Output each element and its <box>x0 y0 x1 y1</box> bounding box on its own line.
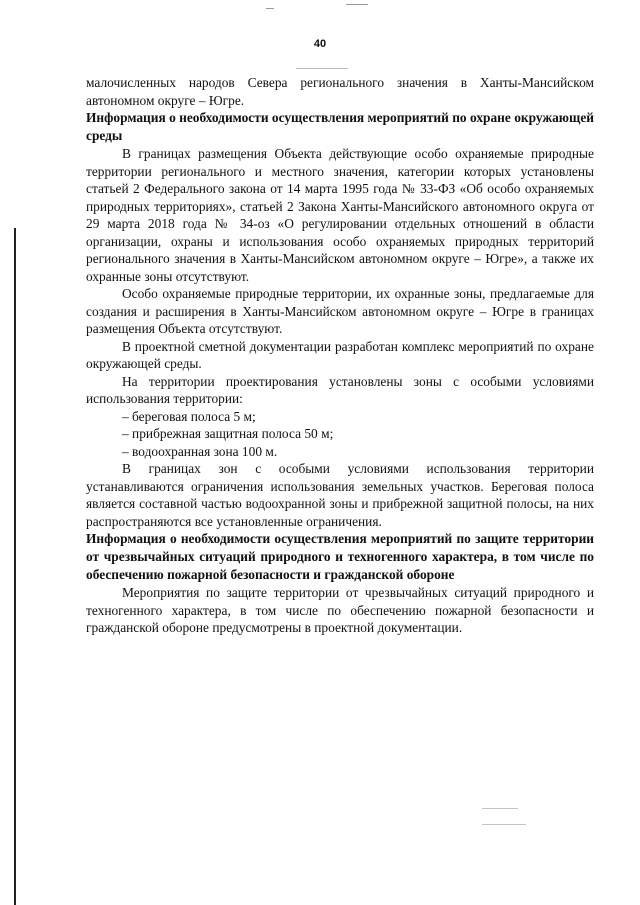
paragraph: На территории проектирования установлены зоны с особыми условиями использования территории: <box>86 373 594 406</box>
paragraph: В границах размещения Объекта действующие особо охраняемые природные территории регионального и местного значения, категории которых установлены статьей 2 Федерального закона от 14 марта 1995 года № 33-ФЗ «Об особо охраняемых природных территориях», статьей 2 Закона Ханты-Мансийского автономного округа от 29 марта 2018 года № 34-оз «О регулировании отдельных отношений в области организации, охраны и использования особо охраняемых природных территорий регионального значения в Ханты-Мансийском автономном округе – Югре», а также их охранные зоны отсутствуют. <box>86 146 594 284</box>
section-heading-environment: Информация о необходимости осуществления мероприятий по охране окружающей среды <box>86 110 594 143</box>
paragraph: В проектной сметной документации разработан комплекс мероприятий по охране окружающей среды. <box>86 338 594 371</box>
document-body <box>86 74 594 637</box>
list-item: – прибрежная защитная полоса 50 м; <box>122 426 334 441</box>
scan-artifact <box>266 8 274 9</box>
page-number: 40 <box>313 38 327 50</box>
list-item: – водоохранная зона 100 м. <box>122 443 278 459</box>
list-item: – береговая полоса 5 м; <box>122 408 256 424</box>
paragraph: Особо охраняемые природные территории, их охранные зоны, предлагаемые для создания и расширения в Ханты-Мансийском автономном округе – Югре в границах размещения Объекта отсутствуют. <box>86 286 594 336</box>
paragraph: В границах зон с особыми условиями использования территории устанавливаются ограничения использования земельных участков. Береговая полоса является составной частью водоохранной зоны и прибрежной защитной полосы, на них распространяются все установленные ограничения. <box>86 461 594 529</box>
section-heading-emergency: Информация о необходимости осуществления мероприятий по защите территории от чрезвычайных ситуаций природного и техногенного характера, в том числе по обеспечению пожарной безопасности и гражданской обороне <box>86 531 594 582</box>
paragraph: Мероприятия по защите территории от чрезвычайных ситуаций природного и техногенного характера, в том числе по обеспечению пожарной безопасности и гражданской обороне предусмотрены в проектной документации. <box>86 585 594 635</box>
intro-paragraph: малочисленных народов Севера регионального значения в Ханты-Мансийском автономном округе – Югре. <box>86 75 594 108</box>
scan-artifact <box>482 824 526 825</box>
scan-artifact <box>296 68 348 69</box>
scan-edge-line <box>14 228 16 905</box>
scan-artifact <box>346 4 368 5</box>
scan-artifact <box>482 808 518 809</box>
